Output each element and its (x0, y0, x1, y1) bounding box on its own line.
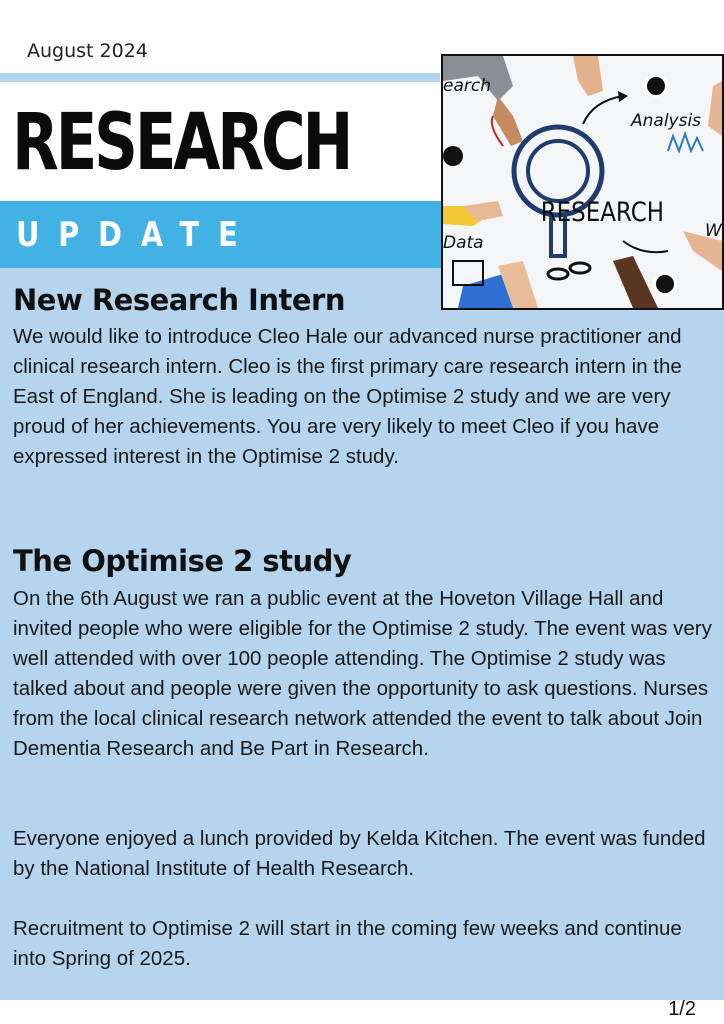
optimise-paragraph-2: Everyone enjoyed a lunch provided by Kelda Kitchen. The event was funded by the National Institute of Health Research. (13, 827, 706, 880)
research-photo (441, 54, 724, 310)
optimise-paragraph-1: On the 6th August we ran a public event at the Hoveton Village Hall and invited people who were eligible for the Optimise 2 study. The event was very well attended with over 100 people attending. The Optimise 2 study was talked about and people were given the opportunity to ask questions. Nurses from the local clinical research network attended the event to talk about Join Dementia Research and Be Part in Research. (13, 587, 712, 760)
section-heading-intern: New Research Intern (13, 283, 345, 317)
svg-text:RESEARCH: RESEARCH (540, 196, 665, 228)
svg-text:Analysis: Analysis (631, 111, 702, 131)
issue-date: August 2024 (27, 40, 148, 62)
optimise-paragraph-3: Recruitment to Optimise 2 will start in the coming few weeks and continue into Spring of 2025. (13, 917, 682, 970)
decorative-stripe (0, 73, 440, 82)
research-illustration-icon (443, 56, 722, 308)
section-heading-optimise: The Optimise 2 study (13, 544, 352, 578)
svg-text:Data: Data (443, 233, 484, 253)
subtitle-band (0, 201, 442, 268)
page-number: 1/2 (668, 998, 696, 1020)
newsletter-subtitle: UPDATE (16, 215, 257, 255)
svg-text:earch: earch (443, 76, 491, 96)
intern-paragraph: We would like to introduce Cleo Hale our advanced nurse practitioner and clinical research intern. Cleo is the first primary care research intern in the East of England. She is leading on the Optimise 2 study and we are very proud of her achievements. You are very likely to meet Cleo if you have expressed interest in the Optimise 2 study. (13, 325, 682, 468)
newsletter-title: RESEARCH (12, 98, 351, 188)
svg-text:W: W (705, 221, 722, 241)
